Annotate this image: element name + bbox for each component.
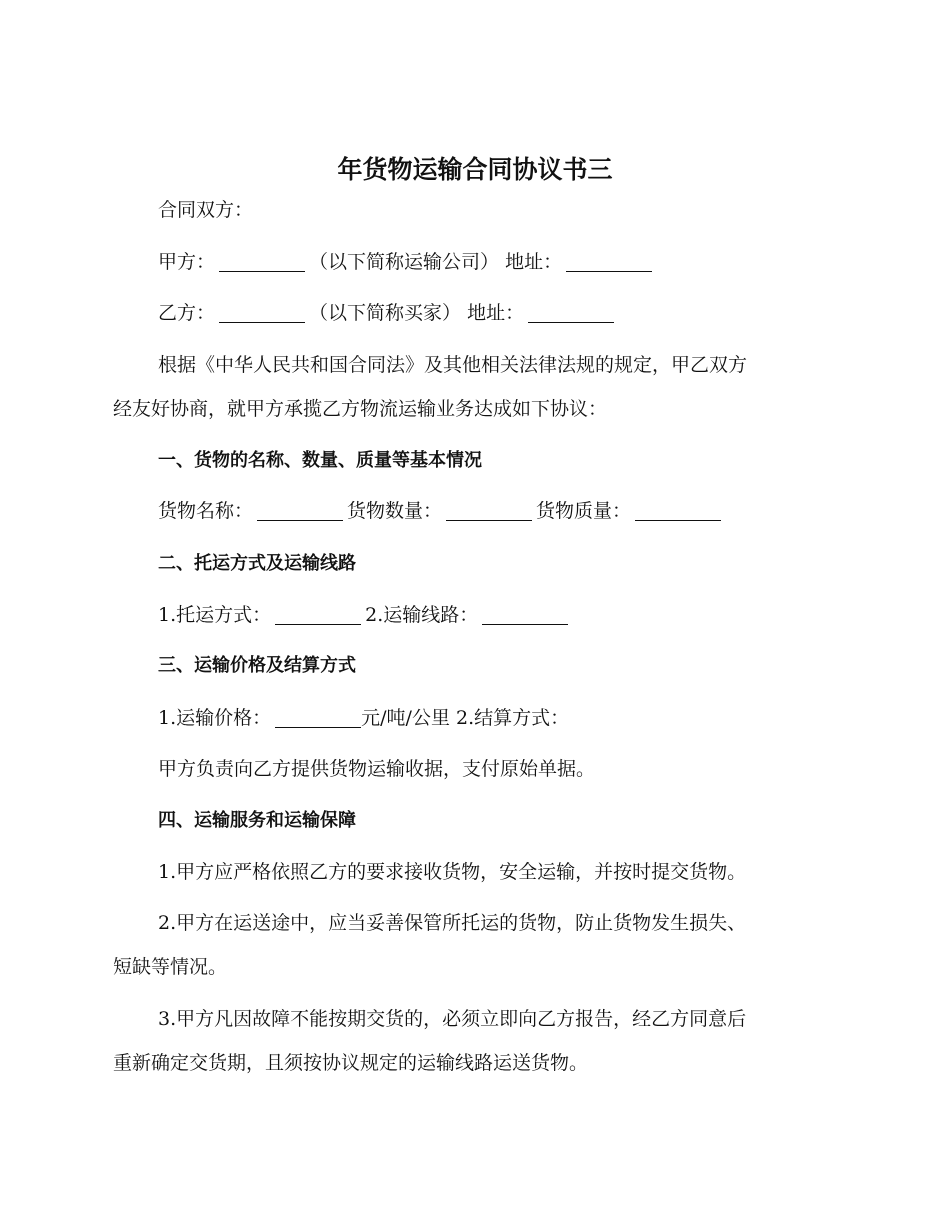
section-4-heading: 四、运输服务和运输保障	[158, 810, 356, 831]
party-b-address-blank	[528, 304, 614, 323]
party-a-address-label: 地址：	[505, 251, 563, 273]
route-label: 2.运输线路：	[365, 604, 479, 626]
goods-name-label: 货物名称：	[158, 500, 254, 522]
preamble-line-2: 经友好协商，就甲方承揽乙方物流运输业务达成如下协议：	[113, 398, 608, 420]
section-4-item-1: 1.甲方应严格依照乙方的要求接收货物，安全运输，并按时提交货物。	[158, 861, 747, 883]
preamble-line-1: 根据《中华人民共和国合同法》及其他相关法律法规的规定，甲乙双方	[158, 354, 748, 376]
document-title: 年货物运输合同协议书三	[337, 155, 613, 184]
section-4-item-2-line-2: 短缺等情况。	[113, 956, 228, 978]
section-3-heading: 三、运输价格及结算方式	[158, 655, 356, 676]
route-blank	[482, 606, 568, 625]
party-b-label: 乙方：	[158, 302, 216, 324]
party-a-line	[158, 247, 878, 277]
goods-quality-label: 货物质量：	[536, 500, 632, 522]
section-3-fields	[158, 703, 878, 733]
section-1-heading: 一、货物的名称、数量、质量等基本情况	[158, 450, 482, 471]
section-4-item-3-line-1: 3.甲方凡因故障不能按期交货的，必须立即向乙方报告，经乙方同意后	[158, 1008, 747, 1030]
price-unit: 元/吨/公里	[361, 707, 450, 729]
goods-quality-blank	[635, 502, 721, 521]
party-b-address-label: 地址：	[467, 302, 525, 324]
section-2-heading: 二、托运方式及运输线路	[158, 553, 356, 574]
shipping-method-blank	[275, 606, 361, 625]
goods-quantity-blank	[446, 502, 532, 521]
shipping-method-label: 1.托运方式：	[158, 604, 272, 626]
section-4-item-3-line-2: 重新确定交货期，且须按协议规定的运输线路运送货物。	[113, 1052, 589, 1074]
party-b-role: （以下简称买家）	[309, 302, 462, 324]
party-b-line	[158, 298, 878, 328]
price-blank	[275, 709, 361, 728]
section-3-note: 甲方负责向乙方提供货物运输收据，支付原始单据。	[158, 758, 596, 780]
party-a-name-blank	[219, 253, 305, 272]
party-a-role: （以下简称运输公司）	[309, 251, 500, 273]
section-2-fields	[158, 600, 878, 630]
party-b-name-blank	[219, 304, 305, 323]
goods-name-blank	[257, 502, 343, 521]
parties-label: 合同双方：	[158, 199, 254, 221]
price-label: 1.运输价格：	[158, 707, 272, 729]
party-a-address-blank	[566, 253, 652, 272]
party-a-label: 甲方：	[158, 251, 216, 273]
section-4-item-2-line-1: 2.甲方在运送途中，应当妥善保管所托运的货物，防止货物发生损失、	[158, 912, 747, 934]
section-1-fields	[158, 496, 878, 526]
settlement-label: 2.结算方式：	[456, 707, 570, 729]
goods-quantity-label: 货物数量：	[347, 500, 443, 522]
